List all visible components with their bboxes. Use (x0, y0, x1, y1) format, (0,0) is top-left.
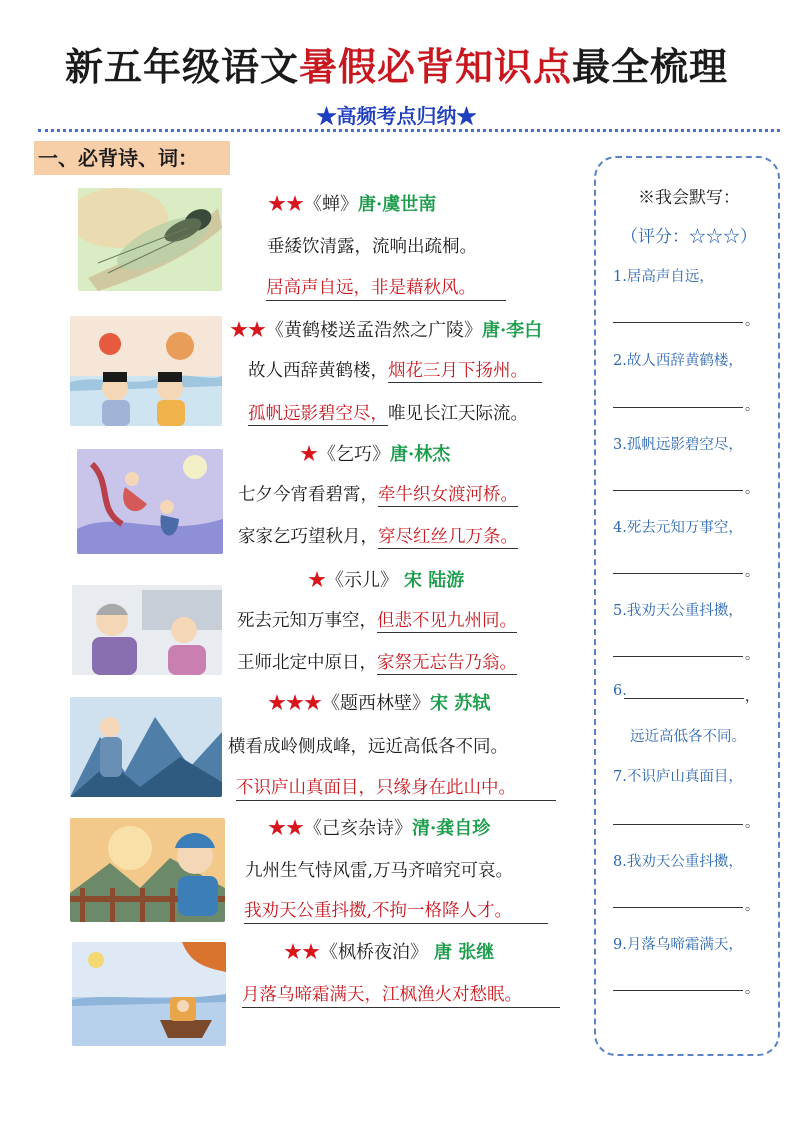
poem6-title: ★★《己亥杂诗》清·龚自珍 (268, 818, 491, 839)
fengqiao-illustration (72, 942, 226, 1046)
prompt-1: 1.居高声自远， (613, 269, 714, 285)
poem2-title: ★★《黄鹤楼送孟浩然之广陵》唐·李白 (230, 320, 543, 341)
comma-6: ， (745, 689, 759, 705)
answer-blank-1[interactable] (613, 322, 743, 323)
poem2-line1: 故人西辞黄鹤楼，烟花三月下扬州。 (248, 357, 542, 382)
answer-blank-8[interactable] (613, 907, 743, 908)
period-8: 。 (745, 898, 759, 914)
period-9: 。 (745, 981, 759, 997)
poem5-title: ★★★《题西林壁》宋 苏轼 (268, 693, 491, 714)
answer-blank-9[interactable] (613, 990, 743, 991)
poem3-title: ★《乞巧》唐·林杰 (300, 444, 451, 465)
period-2: 。 (745, 398, 759, 414)
answer-blank-4[interactable] (613, 573, 743, 574)
prompt-9: 9.月落乌啼霜满天， (613, 937, 743, 953)
poem6-line2: 我劝天公重抖擞,不拘一格降人才。 (244, 897, 548, 924)
title-part3: 最全梳理 (572, 45, 729, 89)
poem4-title: ★《示儿》 宋 陆游 (308, 570, 465, 591)
poem6-line1: 九州生气恃风雷,万马齐喑究可哀。 (245, 861, 514, 881)
poem2-line2: 孤帆远影碧空尽，唯见长江天际流。 (248, 404, 528, 424)
prompt-6: 6. (613, 683, 627, 699)
qiqiao-illustration (77, 449, 223, 554)
xilinbi-illustration (70, 697, 222, 797)
prompt-4: 4.死去元知万事空， (613, 520, 743, 536)
period-5: 。 (745, 647, 759, 663)
poem3-line2: 家家乞巧望秋月，穿尽红丝几万条。 (238, 527, 518, 547)
poem5-line2: 不识庐山真面目，只缘身在此山中。 (236, 774, 556, 801)
title-part1: 新五年级语文 (64, 45, 299, 89)
yellow-crane-illustration (70, 316, 222, 426)
poem1-title: ★★《蝉》唐·虞世南 (268, 194, 437, 215)
answer-blank-6[interactable] (624, 698, 744, 699)
poem3-line1: 七夕今宵看碧霄，牵牛织女渡河桥。 (238, 485, 518, 505)
prompt-3: 3.孤帆远影碧空尽， (613, 437, 743, 453)
page-title (0, 36, 793, 91)
dotted-divider (38, 129, 780, 132)
panel-heading: ※我会默写： (638, 188, 740, 208)
answer-blank-3[interactable] (613, 490, 743, 491)
poem7-line1: 月落乌啼霜满天，江枫渔火对愁眠。 (242, 981, 560, 1008)
poem4-line2: 王师北定中原日，家祭无忘告乃翁。 (237, 653, 517, 673)
title-part2: 暑假必背知识点 (298, 45, 572, 89)
section-label: 一、必背诗、词： (34, 141, 230, 175)
shier-illustration (72, 585, 222, 675)
cicada-illustration (78, 188, 222, 291)
poem1-line1: 垂緌饮清露，流响出疏桐。 (267, 237, 477, 257)
prompt-7: 7.不识庐山真面目， (613, 769, 743, 785)
prompt-5: 5.我劝天公重抖擞， (613, 603, 743, 619)
panel-score: （评分：☆☆☆） (621, 227, 757, 247)
period-1: 。 (745, 313, 759, 329)
prompt-8: 8.我劝天公重抖擞， (613, 854, 743, 870)
period-4: 。 (745, 564, 759, 580)
answer-blank-5[interactable] (613, 656, 743, 657)
poem1-line2: 居高声自远，非是藉秋风。 (266, 274, 506, 301)
jihai-illustration (70, 818, 225, 922)
poem5-line1: 横看成岭侧成峰，远近高低各不同。 (228, 737, 508, 757)
answer-blank-2[interactable] (613, 407, 743, 408)
poem4-line1: 死去元知万事空，但悲不见九州同。 (237, 611, 517, 631)
subtitle: ★高频考点归纳★ (316, 104, 477, 128)
period-3: 。 (745, 481, 759, 497)
prompt-2: 2.故人西辞黄鹤楼， (613, 353, 743, 369)
period-7: 。 (745, 815, 759, 831)
answer-blank-7[interactable] (613, 824, 743, 825)
poem7-title: ★★《枫桥夜泊》 唐 张继 (284, 942, 495, 963)
prompt-6-second-line: 远近高低各不同。 (630, 729, 746, 745)
